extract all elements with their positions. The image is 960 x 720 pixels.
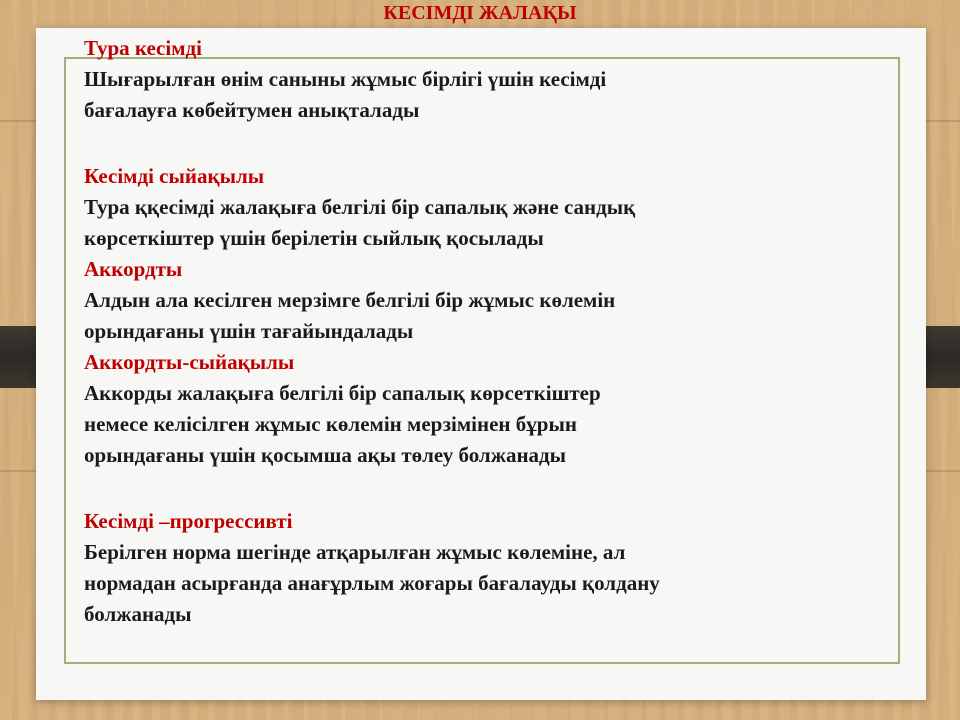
paragraph-gap xyxy=(84,126,884,161)
section-heading-accord-bonus: Аккордты-сыйақылы xyxy=(84,350,295,374)
slide-content xyxy=(84,33,884,630)
section-text-line: нормадан асырғанда анағұрлым жоғары бағалауды қолдану xyxy=(84,571,660,595)
section-text-line: Берілген норма шегінде атқарылған жұмыс көлеміне, ал xyxy=(84,540,626,564)
section-text-line: Аккорды жалақыға белгілі бір сапалық көрсеткіштер xyxy=(84,381,601,405)
section-heading-progressive: Кесімді –прогрессивті xyxy=(84,509,293,533)
section-text-line: көрсеткіштер үшін берілетін сыйлық қосылады xyxy=(84,226,544,250)
section-text-line: немесе келісілген жұмыс көлемін мерзімінен бұрын xyxy=(84,412,577,436)
section-text-line: Шығарылған өнім саныны жұмыс бірлігі үшін кесімді xyxy=(84,67,607,91)
section-text-line: орындағаны үшін тағайындалады xyxy=(84,319,414,343)
section-heading-piecework-bonus: Кесімді сыйақылы xyxy=(84,164,265,188)
section-text-line: болжанады xyxy=(84,602,192,626)
paragraph-gap xyxy=(84,471,884,506)
section-heading-accord: Аккордты xyxy=(84,257,183,281)
section-text-line: бағалауға көбейтумен анықталады xyxy=(84,98,420,122)
slide-title: КЕСІМДІ ЖАЛАҚЫ xyxy=(383,2,577,24)
section-text-line: Алдын ала кесілген мерзімге белгілі бір жұмыс көлемін xyxy=(84,288,616,312)
section-text-line: Тура ққесімді жалақыға белгілі бір сапалық және сандық xyxy=(84,195,636,219)
section-heading-direct-piecework: Тура кесімді xyxy=(84,36,202,60)
section-text-line: орындағаны үшін қосымша ақы төлеу болжанады xyxy=(84,443,567,467)
